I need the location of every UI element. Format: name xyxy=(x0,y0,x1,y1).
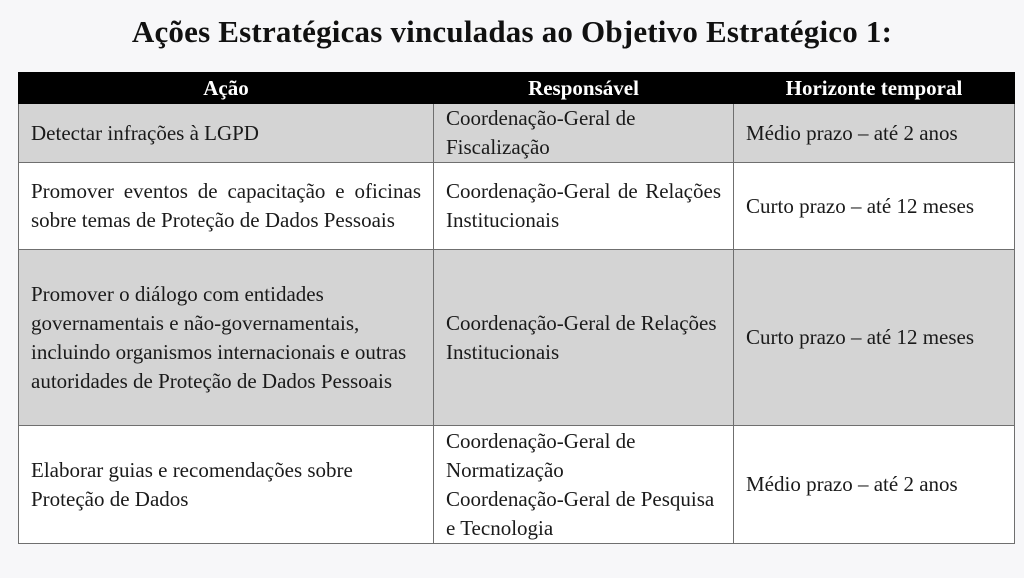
horizonte-text: Curto prazo – até 12 meses xyxy=(746,325,975,349)
horizonte-text: Médio prazo – até 2 anos xyxy=(746,472,958,496)
horizonte-text: Médio prazo – até 2 anos xyxy=(746,120,958,145)
cell-horizonte xyxy=(734,250,1015,426)
cell-responsavel xyxy=(434,426,734,544)
page-title: Ações Estratégicas vinculadas ao Objetivo Estratégico 1: xyxy=(131,14,893,49)
strategic-actions-table xyxy=(18,72,1015,544)
cell-horizonte xyxy=(734,104,1015,163)
horizonte-text: Curto prazo – até 12 meses xyxy=(746,193,975,218)
header-horizonte-temporal: Horizonte temporal xyxy=(734,73,1015,104)
responsavel-text: Coordenação-Geral de Fiscalização xyxy=(446,106,636,159)
cell-acao xyxy=(19,163,434,250)
table-row xyxy=(19,104,1015,163)
header-responsavel: Responsável xyxy=(434,73,734,104)
responsavel-text: Coordenação-Geral de Relações Institucionais xyxy=(446,179,721,232)
responsavel-list xyxy=(446,427,721,543)
cell-responsavel xyxy=(434,250,734,426)
cell-acao xyxy=(19,426,434,544)
cell-responsavel xyxy=(434,104,734,163)
cell-horizonte xyxy=(734,163,1015,250)
table-row xyxy=(19,426,1015,544)
table-row xyxy=(19,163,1015,250)
responsavel-text: Coordenação-Geral de Normatização xyxy=(446,428,636,482)
header-acao: Ação xyxy=(19,73,434,104)
responsavel-text: Coordenação-Geral de Relações Institucionais xyxy=(446,310,717,364)
cell-responsavel xyxy=(434,163,734,250)
acao-text: Elaborar guias e recomendações sobre Proteção de Dados xyxy=(31,457,353,511)
responsavel-text: Coordenação-Geral de Pesquisa e Tecnologia xyxy=(446,486,715,540)
acao-text: Promover o diálogo com entidades governamentais e não-governamentais, incluindo organismos internacionais e outras autoridades de Proteção de Dados Pessoais xyxy=(31,281,407,393)
acao-text: Promover eventos de capacitação e oficinas sobre temas de Proteção de Dados Pessoais xyxy=(31,179,421,232)
table-row xyxy=(19,250,1015,426)
cell-acao xyxy=(19,104,434,163)
acao-text: Detectar infrações à LGPD xyxy=(31,120,259,145)
cell-horizonte xyxy=(734,426,1015,544)
table-header-row xyxy=(19,73,1015,104)
cell-acao xyxy=(19,250,434,426)
